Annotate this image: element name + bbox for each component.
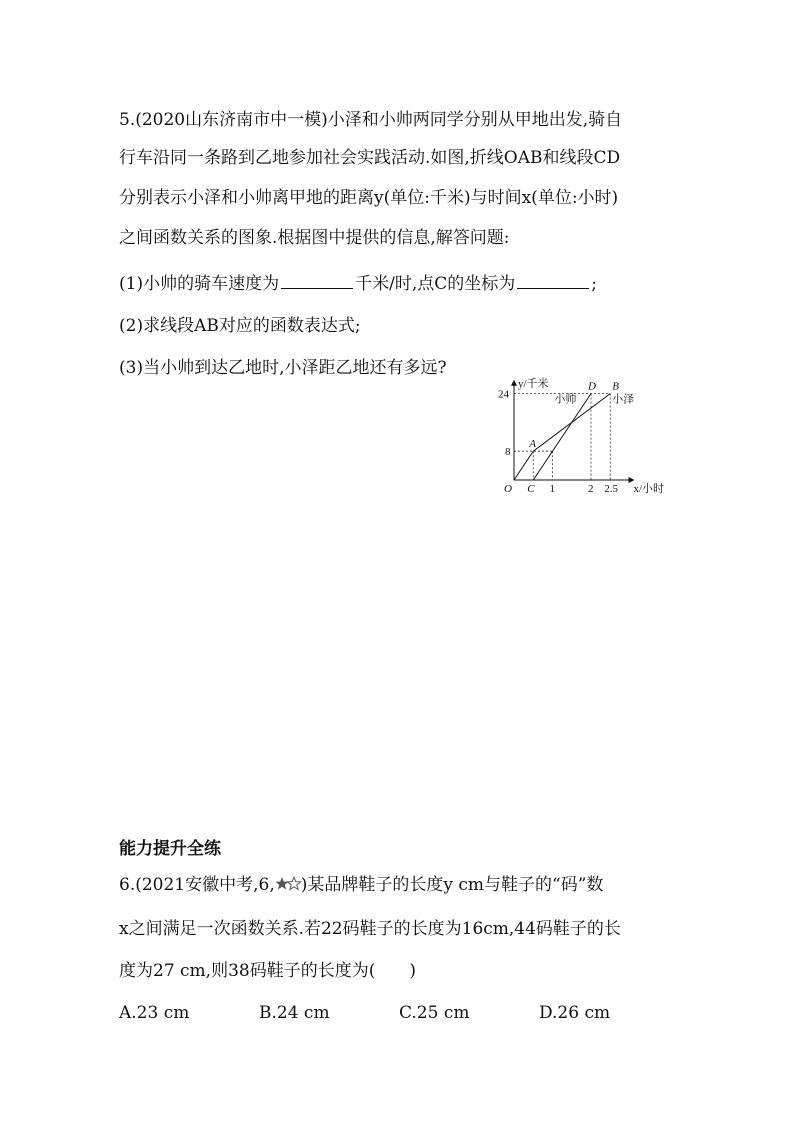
y-tick-8: 8 (505, 446, 511, 459)
q6-line-1-text-b: )某品牌鞋子的长度y cm与鞋子的“码”数 (300, 875, 604, 895)
x-tick-2: 2 (588, 483, 594, 495)
option-b[interactable]: B.24 cm (259, 1003, 330, 1023)
point-b-label: B (612, 380, 619, 393)
q5-line-4: 之间函数关系的图象.根据图中提供的信息,解答问题: (119, 228, 510, 248)
point-a-label: A (529, 438, 536, 451)
option-a[interactable]: A.23 cm (119, 1003, 190, 1023)
line-cd (533, 394, 591, 480)
point-c-label: C (527, 483, 535, 495)
difficulty-stars-icon (275, 876, 301, 892)
section-title: 能力提升全练 (119, 839, 221, 859)
q5-part-3: (3)当小帅到达乙地时,小泽距乙地还有多远? (119, 358, 447, 378)
q5-line-3: 分别表示小泽和小帅离甲地的距离y(单位:千米)与时间x(单位:小时) (119, 188, 619, 208)
q6-line-3: 度为27 cm,则38码鞋子的长度为( ) (119, 961, 416, 981)
y-tick-24: 24 (498, 388, 509, 401)
x-axis-label: x/小时 (633, 483, 665, 495)
q5-part-2: (2)求线段AB对应的函数表达式; (119, 316, 361, 336)
series-label-xiaoze: 小泽 (612, 393, 635, 406)
point-d-label: D (588, 380, 596, 393)
q5-part-1-text-b: 千米/时,点C的坐标为 (355, 274, 516, 294)
q6-line-2: x之间满足一次函数关系.若22码鞋子的长度为16cm,44码鞋子的长 (119, 919, 621, 939)
q5-line-2: 行车沿同一条路到乙地参加社会实践活动.如图,折线OAB和线段CD (119, 148, 621, 168)
point-o-label: O (504, 483, 512, 495)
q5-line-1: 5.(2020山东济南市中一模)小泽和小帅两同学分别从甲地出发,骑自 (119, 110, 623, 130)
q5-part-1-text-a: (1)小帅的骑车速度为 (119, 274, 280, 294)
point-c-blank (517, 272, 589, 289)
y-axis-label: y/千米 (518, 377, 549, 390)
option-c[interactable]: C.25 cm (399, 1003, 470, 1023)
x-tick-2-5: 2.5 (604, 483, 618, 495)
option-d[interactable]: D.26 cm (539, 1003, 611, 1023)
series-label-xiaoshuai: 小帅 (554, 393, 577, 406)
q5-part-1-text-c: ; (591, 274, 597, 294)
x-tick-1: 1 (549, 483, 555, 495)
q6-line-1 (119, 873, 603, 897)
speed-blank (281, 272, 353, 289)
q5-part-1 (119, 272, 597, 296)
distance-time-graph (498, 377, 690, 495)
q6-line-1-text-a: 6.(2021安徽中考,6, (119, 875, 275, 895)
